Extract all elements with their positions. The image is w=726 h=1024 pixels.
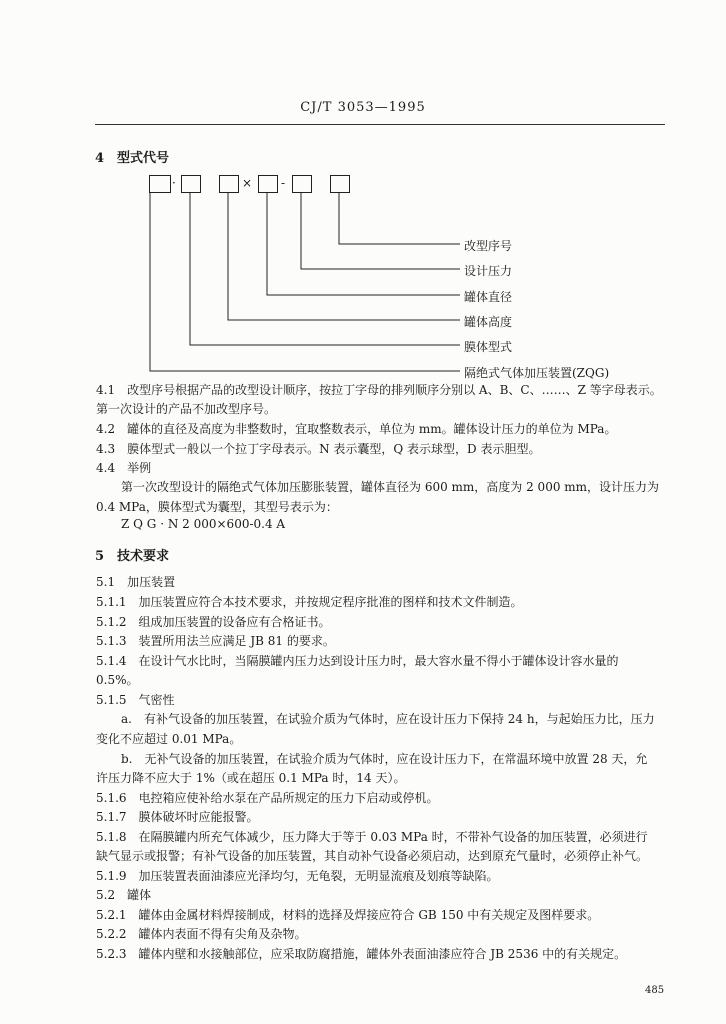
leader-line-design-pressure <box>301 193 460 269</box>
clause-5-1-5-a-cont: 变化不应超过 0.01 MPa。 <box>96 732 242 746</box>
example-text-line-2: 0.4 MPa，膜体型式为囊型，其型号表示为： <box>96 500 338 514</box>
clause-5-1-2: 5.1.2 组成加压装置的设备应有合格证书。 <box>96 615 331 629</box>
code-label-revision: 改型序号 <box>464 239 513 253</box>
leader-line-revision <box>339 193 460 244</box>
clause-5-1-8-cont: 缺气显示或报警；有补气设备的加压装置，其自动补气设备必须启动，达到原充气量时，必须停止补气。 <box>96 849 649 863</box>
code-leader-lines <box>0 0 726 400</box>
standard-number-header: CJ/T 3053—1995 <box>300 100 426 115</box>
clause-5-2-3: 5.2.3 罐体内壁和水接触部位，应采取防腐措施，罐体外表面油漆应符合 JB 2536 中的有关规定。 <box>96 947 627 961</box>
clause-5-1-5-b-cont: 许压力降不应大于 1%（或在超压 0.1 MPa 时，14 天）。 <box>96 771 406 785</box>
clause-5-1-8: 5.1.8 在隔膜罐内所充气体减少，压力降大于等于 0.03 MPa 时，不带补气设备的加压装置，必须进行 <box>96 830 648 844</box>
clause-5-1: 5.1 加压装置 <box>96 575 176 589</box>
code-label-tank-diameter: 罐体直径 <box>464 290 513 304</box>
clause-5-1-7: 5.1.7 膜体破坏时应能报警。 <box>96 810 259 824</box>
clause-5-2-1: 5.2.1 罐体由金属材料焊接制成，材料的选择及焊接应符合 GB 150 中有关规定及图样要求。 <box>96 908 600 922</box>
clause-5-1-4-cont: 0.5%。 <box>96 673 139 687</box>
clause-4-4: 4.4 举例 <box>96 461 152 475</box>
section-5-title: 5 技术要求 <box>95 549 170 564</box>
section-4-title: 4 型式代号 <box>95 151 170 166</box>
code-separator-dot: · <box>172 176 176 190</box>
code-label-tank-height: 罐体高度 <box>464 315 513 329</box>
clause-5-1-1: 5.1.1 加压装置应符合本技术要求，并按规定程序批准的图样和技术文件制造。 <box>96 595 523 609</box>
code-separator-dash: - <box>281 176 286 190</box>
clause-5-1-4: 5.1.4 在设计气水比时，当隔膜罐内压力达到设计压力时，最大容水量不得小于罐体设计容水量的 <box>96 654 619 668</box>
code-label-membrane-type: 膜体型式 <box>464 340 513 354</box>
clause-5-2: 5.2 罐体 <box>96 888 152 902</box>
clause-4-3: 4.3 膜体型式一般以一个拉丁字母表示。N 表示囊型，Q 表示球型，D 表示胆型。 <box>96 442 541 456</box>
code-separator-times: × <box>242 176 253 190</box>
code-label-series: 隔绝式气体加压装置(ZQG) <box>464 366 610 380</box>
example-text-line-1: 第一次改型设计的隔绝式气体加压膨胀装置，罐体直径为 600 mm，高度为 2 000 mm，设计压力为 <box>121 480 660 494</box>
clause-4-1-cont: 第一次设计的产品不加改型序号。 <box>96 402 277 416</box>
example-model-code: Z Q G · N 2 000×600-0.4 A <box>121 517 286 531</box>
leader-line-tank-height <box>228 193 460 320</box>
clause-5-1-5: 5.1.5 气密性 <box>96 693 175 707</box>
clause-5-1-9: 5.1.9 加压装置表面油漆应光泽均匀，无龟裂，无明显流痕及划痕等缺陷。 <box>96 869 499 883</box>
page-number: 485 <box>645 985 665 996</box>
clause-4-1: 4.1 改型序号根据产品的改型设计顺序，按拉丁字母的排列顺序分别以 A、B、C、……、Z 等字母表示。 <box>96 383 662 397</box>
clause-5-1-3: 5.1.3 装置所用法兰应满足 JB 81 的要求。 <box>96 634 335 648</box>
clause-5-1-5-b: b. 无补气设备的加压装置，在试验介质为气体时，应在设计压力下，在常温环境中放置 28 天，允 <box>121 752 648 766</box>
leader-line-series <box>150 193 460 371</box>
clause-5-1-5-a: a. 有补气设备的加压装置，在试验介质为气体时，应在设计压力下保持 24 h，与起始压力比，压力 <box>121 712 655 726</box>
clause-4-2: 4.2 罐体的直径及高度为非整数时，宜取整数表示，单位为 mm。罐体设计压力的单位为 MPa。 <box>96 422 617 436</box>
clause-5-1-6: 5.1.6 电控箱应使补给水泵在产品所规定的压力下启动或停机。 <box>96 791 439 805</box>
clause-5-2-2: 5.2.2 罐体内表面不得有尖角及杂物。 <box>96 927 307 941</box>
code-label-design-pressure: 设计压力 <box>464 264 513 278</box>
